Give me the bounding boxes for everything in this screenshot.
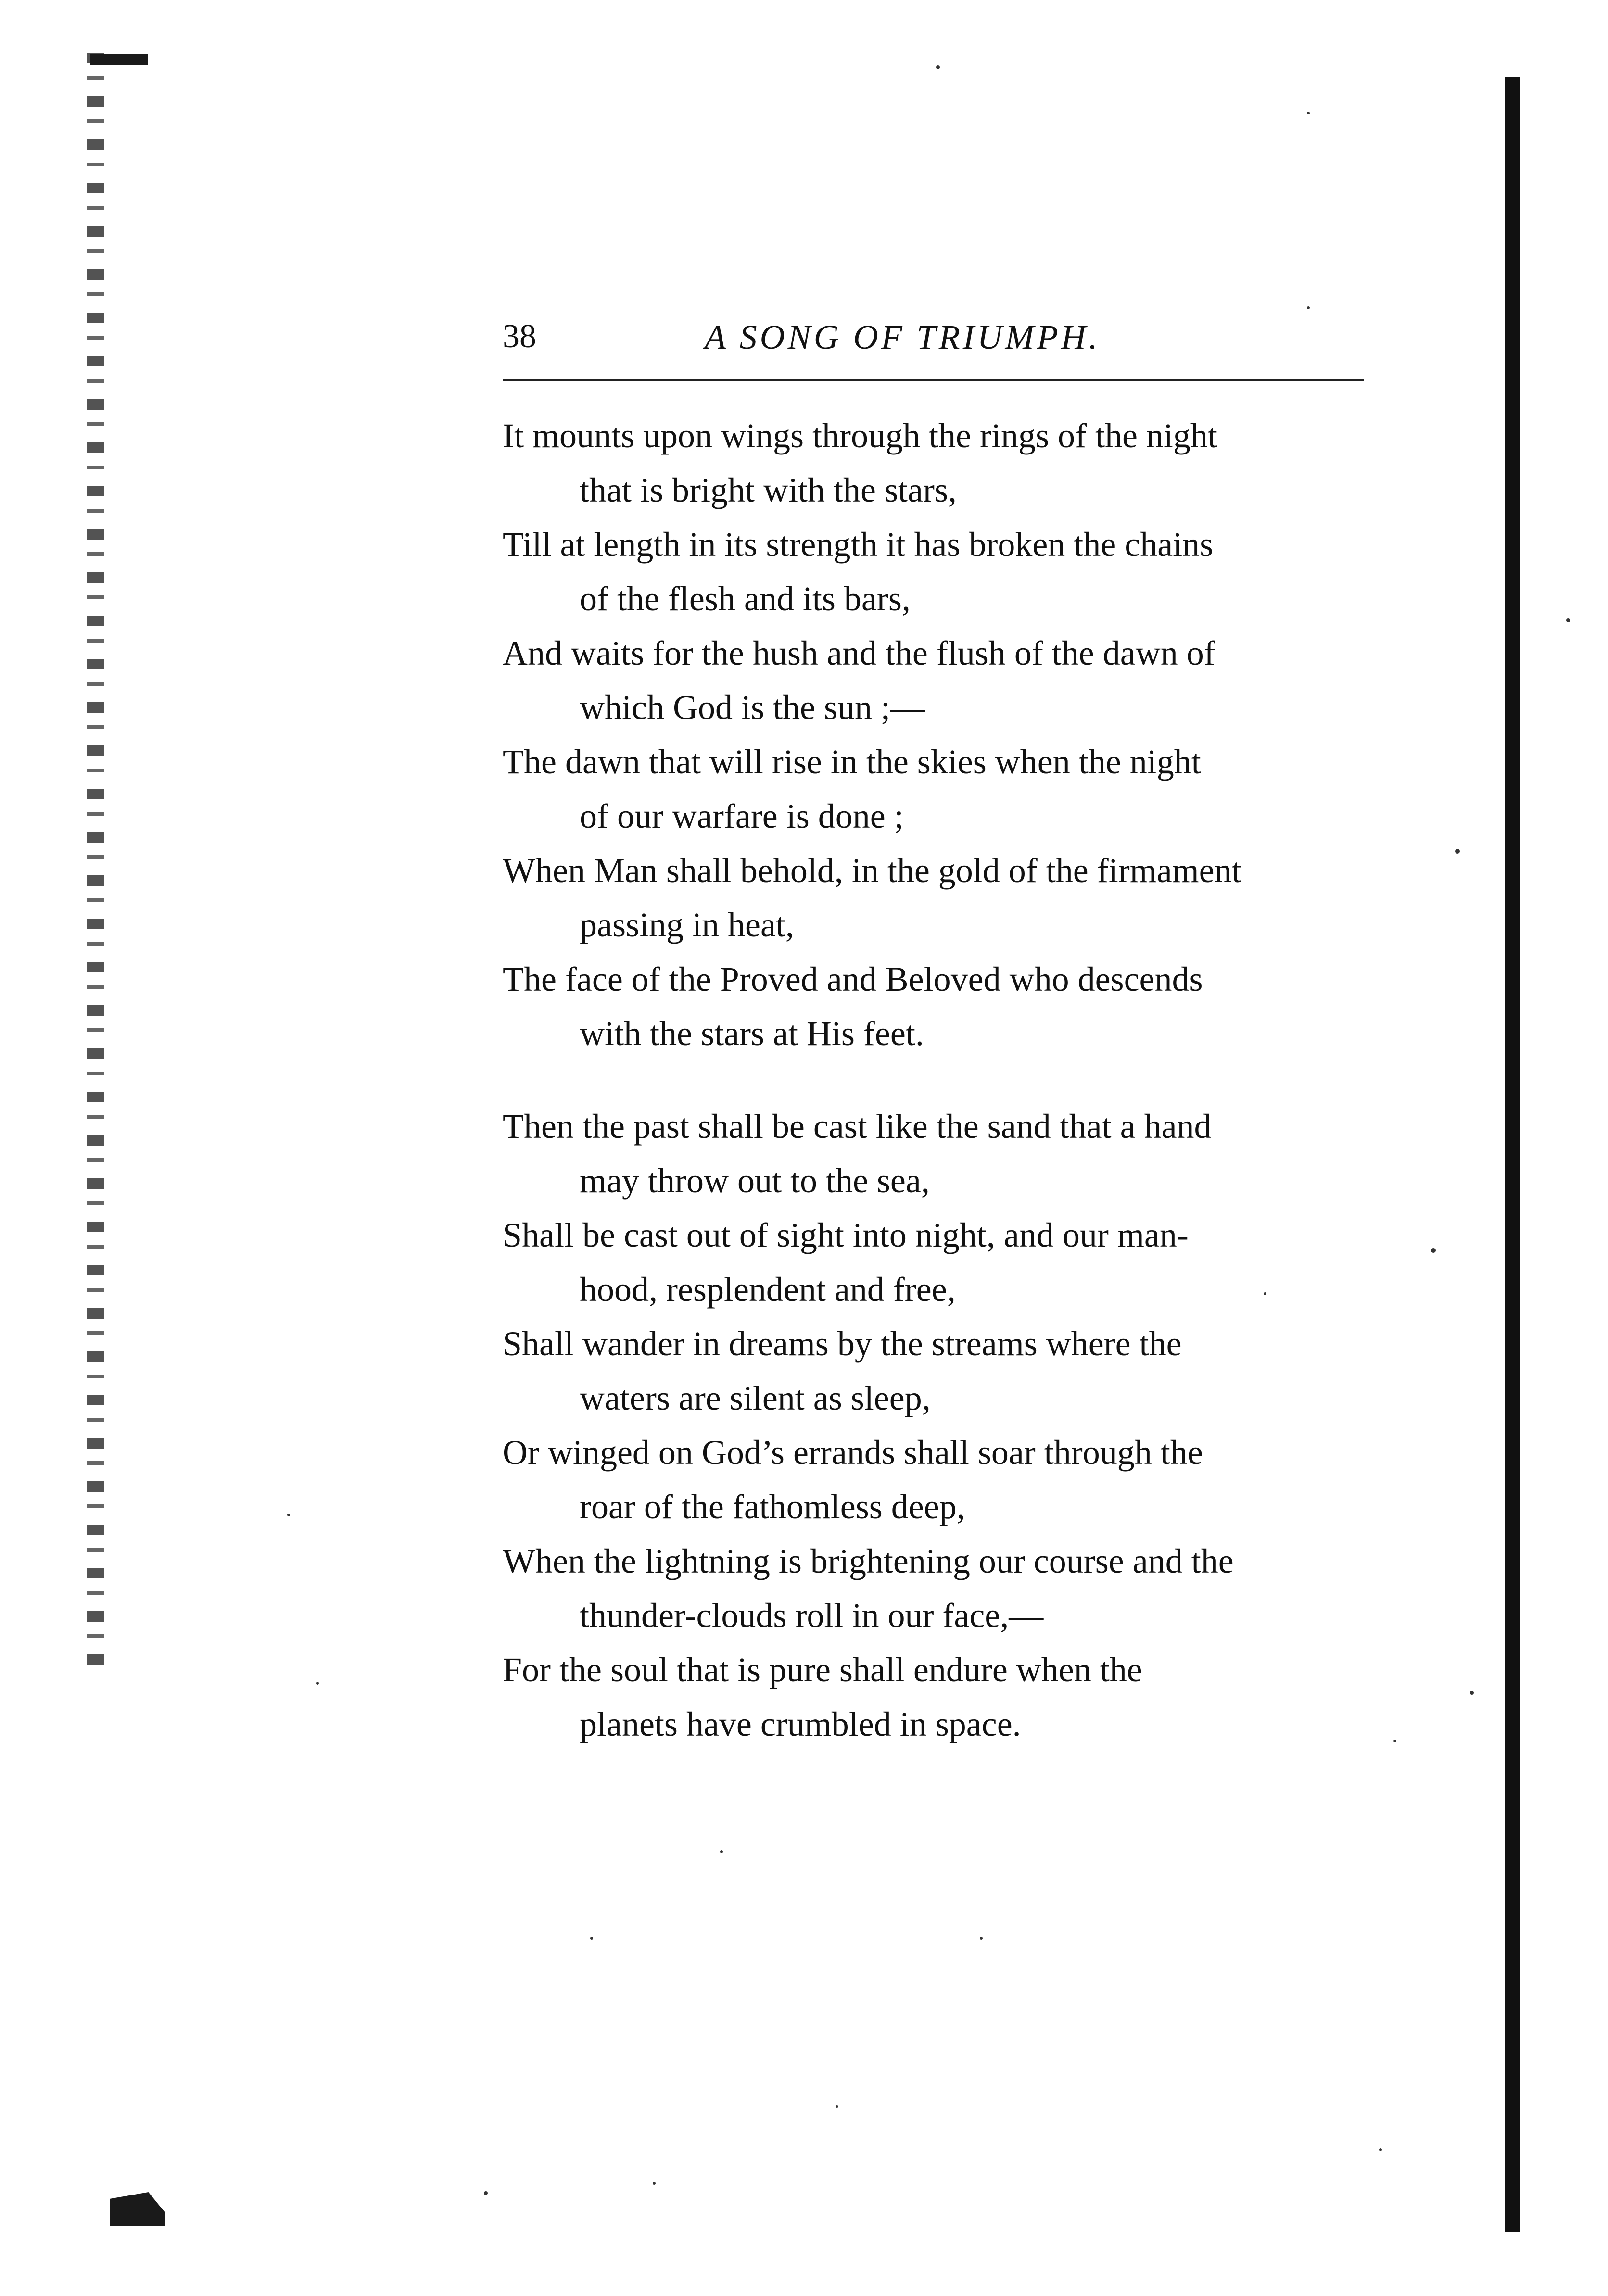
verse-line-text: The face of the Proved and Beloved who descends — [503, 960, 1203, 998]
verse-line-continuation: thunder-clouds roll in our face,— — [580, 1596, 1044, 1635]
verse-line-continuation: waters are silent as sleep, — [580, 1379, 931, 1417]
verse-line-continuation: that is bright with the stars, — [580, 471, 957, 509]
verse-line-continuation: roar of the fathomless deep, — [580, 1488, 965, 1526]
verse-line-text: The dawn that will rise in the skies when the night — [503, 743, 1201, 781]
verse-line-continuation: planets have crumbled in space. — [580, 1705, 1021, 1743]
verse-line-text: It mounts upon wings through the rings of the night — [503, 416, 1217, 455]
verse-line-continuation: of the flesh and its bars, — [580, 580, 911, 618]
running-title: A SONG OF TRIUMPH. — [705, 318, 1101, 356]
verse-line-continuation: of our warfare is done ; — [580, 797, 904, 835]
verse-line-text: Then the past shall be cast like the sand that a hand — [503, 1107, 1212, 1146]
verse-line-text: Or winged on God’s errands shall soar through the — [503, 1433, 1203, 1472]
page-number: 38 — [503, 318, 536, 355]
verse-line-text: When Man shall behold, in the gold of the firmament — [503, 851, 1241, 890]
verse-line-continuation: with the stars at His feet. — [580, 1014, 924, 1053]
verse-line-continuation: may throw out to the sea, — [580, 1161, 930, 1200]
verse-line-continuation: hood, resplendent and free, — [580, 1270, 956, 1309]
verse-line-text: Till at length in its strength it has broken the chains — [503, 525, 1214, 564]
verse-line-text: Shall wander in dreams by the streams where the — [503, 1325, 1182, 1363]
verse-line-continuation: which God is the sun ;— — [580, 688, 925, 727]
verse-line-text: When the lightning is brightening our course and the — [503, 1542, 1234, 1580]
verse-line-continuation: passing in heat, — [580, 906, 794, 944]
verse-line-text: Shall be cast out of sight into night, and our man- — [503, 1216, 1189, 1254]
verse-line-text: For the soul that is pure shall endure when the — [503, 1651, 1142, 1689]
verse-line-text: And waits for the hush and the flush of the dawn of — [503, 634, 1215, 672]
